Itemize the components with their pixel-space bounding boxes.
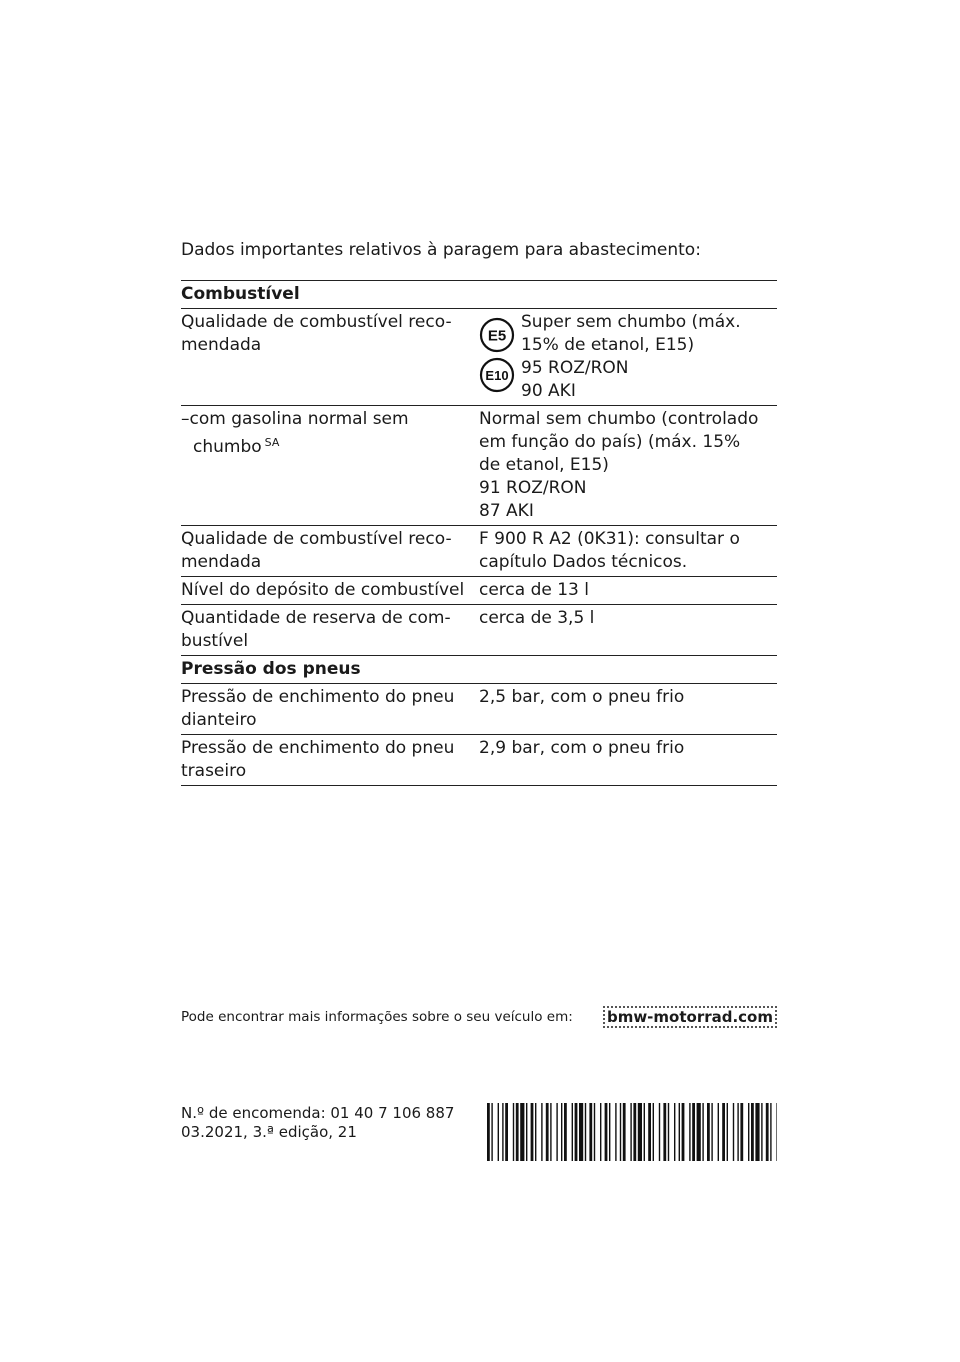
barcode-bar bbox=[740, 1103, 743, 1161]
barcode-bar bbox=[653, 1103, 654, 1161]
barcode-bar bbox=[755, 1103, 759, 1161]
barcode-bar bbox=[733, 1103, 734, 1161]
barcode-bar bbox=[505, 1103, 508, 1161]
barcode-bar bbox=[668, 1103, 669, 1161]
order-number: N.º de encomenda: 01 40 7 106 887 bbox=[181, 1104, 455, 1122]
barcode-bar bbox=[520, 1103, 524, 1161]
e5-fuel-icon bbox=[479, 317, 515, 353]
table-row-front-tyre bbox=[181, 684, 777, 735]
barcode-bar bbox=[572, 1103, 573, 1161]
barcode-bar bbox=[766, 1103, 769, 1161]
barcode-bar bbox=[498, 1103, 499, 1161]
row-label: Pressão de enchimento do pneu dianteiro bbox=[181, 687, 455, 730]
website-link[interactable]: bmw-motorrad.com bbox=[603, 1006, 777, 1028]
barcode-bar bbox=[487, 1103, 490, 1161]
more-info-line bbox=[181, 1006, 777, 1028]
section-title: Combustível bbox=[181, 284, 300, 304]
table-row-recommended-fuel-a2 bbox=[181, 526, 777, 577]
barcode-bar bbox=[575, 1103, 578, 1161]
table-row-recommended-fuel bbox=[181, 309, 777, 406]
edition-info: 03.2021, 3.ª edição, 21 bbox=[181, 1123, 357, 1141]
barcode-bar bbox=[697, 1103, 701, 1161]
row-value: E5 E10 Super sem chumbo (máx. 15% de etanol, E15) 95 ROZ/RON 90 AKI bbox=[479, 311, 777, 403]
barcode-bar bbox=[751, 1103, 754, 1161]
barcode-bar bbox=[718, 1103, 719, 1161]
barcode-bar bbox=[579, 1103, 583, 1161]
barcode-bar bbox=[600, 1103, 601, 1161]
row-label: Nível do depósito de combustível bbox=[181, 580, 465, 600]
barcode-bar bbox=[589, 1103, 592, 1161]
svg-text:E10: E10 bbox=[485, 368, 509, 383]
section-fuel bbox=[181, 281, 777, 309]
barcode-bar bbox=[682, 1103, 685, 1161]
section-tyre-pressure bbox=[181, 656, 777, 684]
barcode-bar bbox=[526, 1103, 527, 1161]
row-value: Normal sem chumbo (controlado em função do país) (máx. 15% de etanol, E15) 91 ROZ/RON 87 AKI bbox=[479, 409, 759, 521]
barcode-bar bbox=[722, 1103, 725, 1161]
barcode-bar bbox=[633, 1103, 636, 1161]
table-row-reserve bbox=[181, 605, 777, 656]
more-info-text: Pode encontrar mais informações sobre o seu veículo em: bbox=[181, 1009, 573, 1025]
barcode-bar bbox=[648, 1103, 651, 1161]
barcode-bar bbox=[644, 1103, 645, 1161]
barcode-bar bbox=[502, 1103, 503, 1161]
barcode-bar bbox=[737, 1103, 738, 1161]
table-row-regular-unleaded bbox=[181, 406, 777, 526]
barcode-bar bbox=[546, 1103, 549, 1161]
barcode-bar bbox=[689, 1103, 690, 1161]
table-row-tank-level bbox=[181, 577, 777, 605]
barcode-bar bbox=[623, 1103, 626, 1161]
row-value: 2,5 bar, com o pneu frio bbox=[479, 687, 685, 707]
row-value: cerca de 3,5 l bbox=[479, 608, 595, 628]
barcode-bar bbox=[663, 1103, 666, 1161]
barcode-bar bbox=[761, 1103, 762, 1161]
e10-fuel-icon bbox=[479, 357, 515, 393]
row-value: 2,9 bar, com o pneu frio bbox=[479, 738, 685, 758]
barcode-bar bbox=[692, 1103, 695, 1161]
barcode-bar bbox=[659, 1103, 660, 1161]
refuelling-data-table bbox=[181, 280, 777, 786]
row-label: –com gasolina normal sem chumbo $^{SA}$ bbox=[181, 409, 409, 457]
barcode-bar bbox=[615, 1103, 616, 1161]
svg-text:E5: E5 bbox=[487, 327, 507, 345]
barcode-bar bbox=[674, 1103, 675, 1161]
barcode-bar bbox=[638, 1103, 642, 1161]
barcode-bar bbox=[609, 1103, 610, 1161]
barcode-bar bbox=[516, 1103, 519, 1161]
barcode-bar bbox=[707, 1103, 710, 1161]
table-row-rear-tyre bbox=[181, 735, 777, 786]
barcode-bar bbox=[561, 1103, 562, 1161]
barcode-bar bbox=[776, 1103, 777, 1161]
barcode-bar bbox=[550, 1103, 551, 1161]
barcode-bar bbox=[564, 1103, 567, 1161]
barcode-bar bbox=[770, 1103, 771, 1161]
barcode-bar bbox=[541, 1103, 542, 1161]
barcode-bar bbox=[727, 1103, 728, 1161]
order-info bbox=[181, 1104, 454, 1142]
barcode-bar bbox=[556, 1103, 557, 1161]
row-label: Quantidade de reserva de com- bustível bbox=[181, 608, 451, 651]
intro-text: Dados importantes relativos à paragem para abastecimento: bbox=[181, 240, 701, 260]
barcode-bar bbox=[491, 1103, 492, 1161]
barcode-bar bbox=[594, 1103, 595, 1161]
barcode-bar bbox=[605, 1103, 608, 1161]
barcode-bar bbox=[585, 1103, 586, 1161]
optional-equipment-marker: SA bbox=[264, 436, 280, 449]
barcode-bar bbox=[702, 1103, 703, 1161]
row-value: F 900 R A2 (0K31): consultar o capítulo Dados técnicos. bbox=[479, 529, 740, 572]
barcode-bar bbox=[630, 1103, 631, 1161]
barcode-bar bbox=[620, 1103, 621, 1161]
barcode-bar bbox=[711, 1103, 712, 1161]
row-label: Qualidade de combustível reco- mendada bbox=[181, 312, 452, 355]
barcode-bar bbox=[679, 1103, 680, 1161]
barcode-bar bbox=[513, 1103, 514, 1161]
barcode-bar bbox=[748, 1103, 749, 1161]
row-value: cerca de 13 l bbox=[479, 580, 590, 600]
barcode-bar bbox=[531, 1103, 534, 1161]
section-title: Pressão dos pneus bbox=[181, 659, 361, 679]
barcode-bar bbox=[535, 1103, 536, 1161]
row-label: Qualidade de combustível reco- mendada bbox=[181, 529, 452, 572]
barcode-image bbox=[487, 1103, 777, 1161]
row-label: Pressão de enchimento do pneu traseiro bbox=[181, 738, 455, 781]
